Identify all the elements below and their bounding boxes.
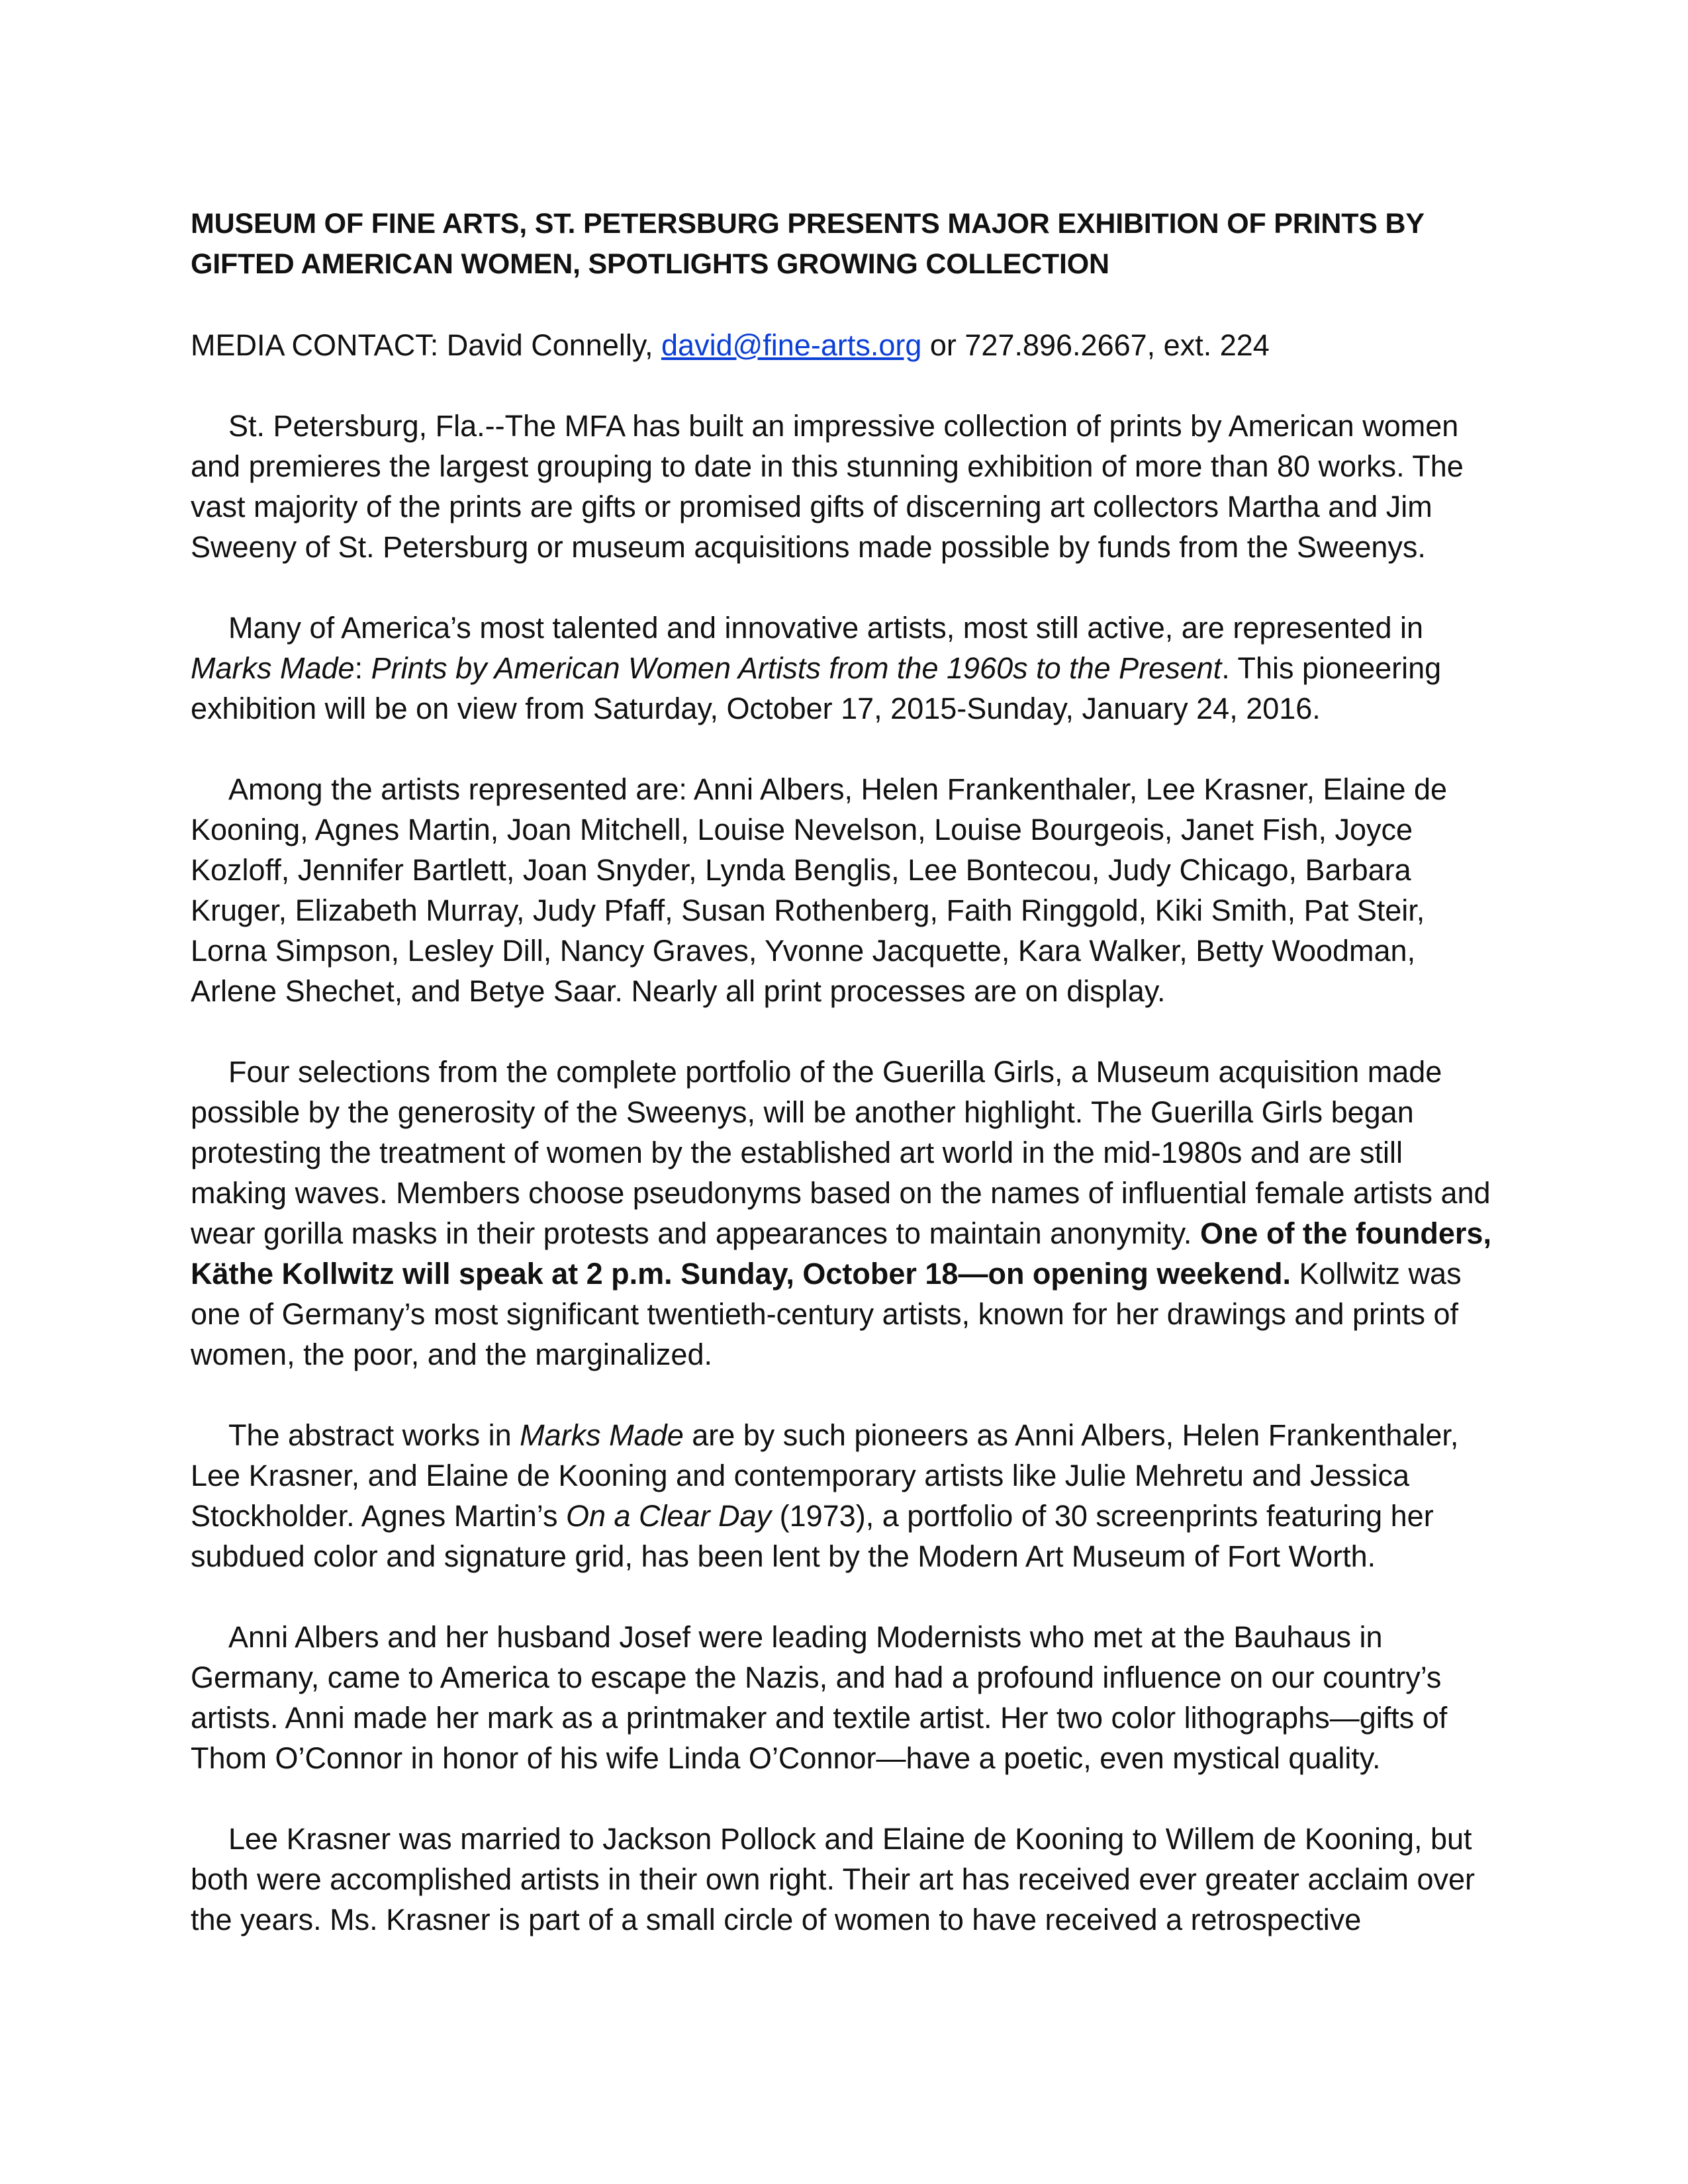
paragraph-intro: St. Petersburg, Fla.--The MFA has built an impressive collection of prints by American women and premieres the largest grouping to date in this stunning exhibition of more than 80 works. The vast majority of the prints are gifts or promised gifts of discerning art collectors Martha and Jim Sweeny of St. Petersburg or museum acquisitions made possible by funds from the Sweenys. [191,409,1464,564]
paragraph-abstract-tail: (1973), a portfolio of 30 screenprints featuring her subdued color and signature grid, has been lent by the Modern Art Museum of Fort Worth. [191,1499,1434,1573]
press-release-body [191,204,1501,1940]
exhibition-title-colon: : [354,651,371,685]
headline [191,204,1501,285]
paragraph-guerilla-lead: Four selections from the complete portfolio of the Guerilla Girls, a Museum acquisition made possible by the generosity of the Sweenys, will be another highlight. The Guerilla Girls began protesting the treatment of women by the established art world in the mid-1980s and are still making waves. Members choose pseudonyms based on the names of influential female artists and wear gorilla masks in their protests and appearances to maintain anonymity. [191,1055,1491,1250]
media-contact-suffix: or 727.896.2667, ext. 224 [921,328,1270,362]
paragraph-abstract-works [191,1415,1501,1576]
media-contact-prefix: MEDIA CONTACT: David Connelly, [191,328,662,362]
exhibition-title-inline: Marks Made [520,1418,684,1452]
paragraph-lee-krasner: Lee Krasner was married to Jackson Pollock and Elaine de Kooning to Willem de Kooning, but both were accomplished artists in their own right. Their art has received ever greater acclaim over the years. Ms. Krasner is part of a small circle of women to have received a retrospective [191,1822,1476,1936]
exhibition-title-subtitle: Prints by American Women Artists from the 1960s to the Present [371,651,1222,685]
headline-line-1: MUSEUM OF FINE ARTS, ST. PETERSBURG PRESENTS MAJOR EXHIBITION OF PRINTS BY [191,208,1425,240]
paragraph-abstract-lead: The abstract works in [228,1418,520,1452]
email-link[interactable]: david@fine-arts.org [661,328,922,362]
paragraph-anni-albers: Anni Albers and her husband Josef were leading Modernists who met at the Bauhaus in Germany, came to America to escape the Nazis, and had a profound influence on our country’s artists. Anni made her mark as a printmaker and textile artist. Her two color lithographs—gifts of Thom O’Connor in honor of his wife Linda O’Connor—have a poetic, even mystical quality. [191,1620,1448,1775]
artwork-title: On a Clear Day [565,1499,772,1533]
paragraph-exhibition-dates [191,608,1501,729]
speaker-announcement: One of the founders, Käthe Kollwitz will speak at 2 p.m. Sunday, October 18—on opening weekend. [191,1216,1491,1291]
paragraph-guerilla-girls [191,1052,1501,1375]
exhibition-title-main: Marks Made [191,651,355,685]
paragraph-guerilla-tail: Kollwitz was one of Germany’s most significant twentieth-century artists, known for her drawings and prints of women, the poor, and the marginalized. [191,1257,1462,1371]
paragraph-exhibition-tail: . This pioneering exhibition will be on view from Saturday, October 17, 2015-Sunday, January 24, 2016. [191,651,1442,725]
paragraph-artists-list: Among the artists represented are: Anni Albers, Helen Frankenthaler, Lee Krasner, Elaine de Kooning, Agnes Martin, Joan Mitchell, Louise Nevelson, Louise Bourgeois, Janet Fish, Joyce Kozloff, Jennifer Bartlett, Joan Snyder, Lynda Benglis, Lee Bontecou, Judy Chicago, Barbara Kruger, Elizabeth Murray, Judy Pfaff, Susan Rothenberg, Faith Ringgold, Kiki Smith, Pat Steir, Lorna Simpson, Lesley Dill, Nancy Graves, Yvonne Jacquette, Kara Walker, Betty Woodman, Arlene Shechet, and Betye Saar. Nearly all print processes are on display. [191,772,1448,1008]
paragraph-exhibition-lead: Many of America’s most talented and innovative artists, most still active, are represented in [228,611,1424,645]
headline-line-2: GIFTED AMERICAN WOMEN, SPOTLIGHTS GROWING COLLECTION [191,248,1109,280]
paragraph-abstract-mid: are by such pioneers as Anni Albers, Helen Frankenthaler, Lee Krasner, and Elaine de Kooning and contemporary artists like Julie Mehretu and Jessica Stockholder. Agnes Martin’s [191,1418,1459,1533]
media-contact [191,325,1501,365]
